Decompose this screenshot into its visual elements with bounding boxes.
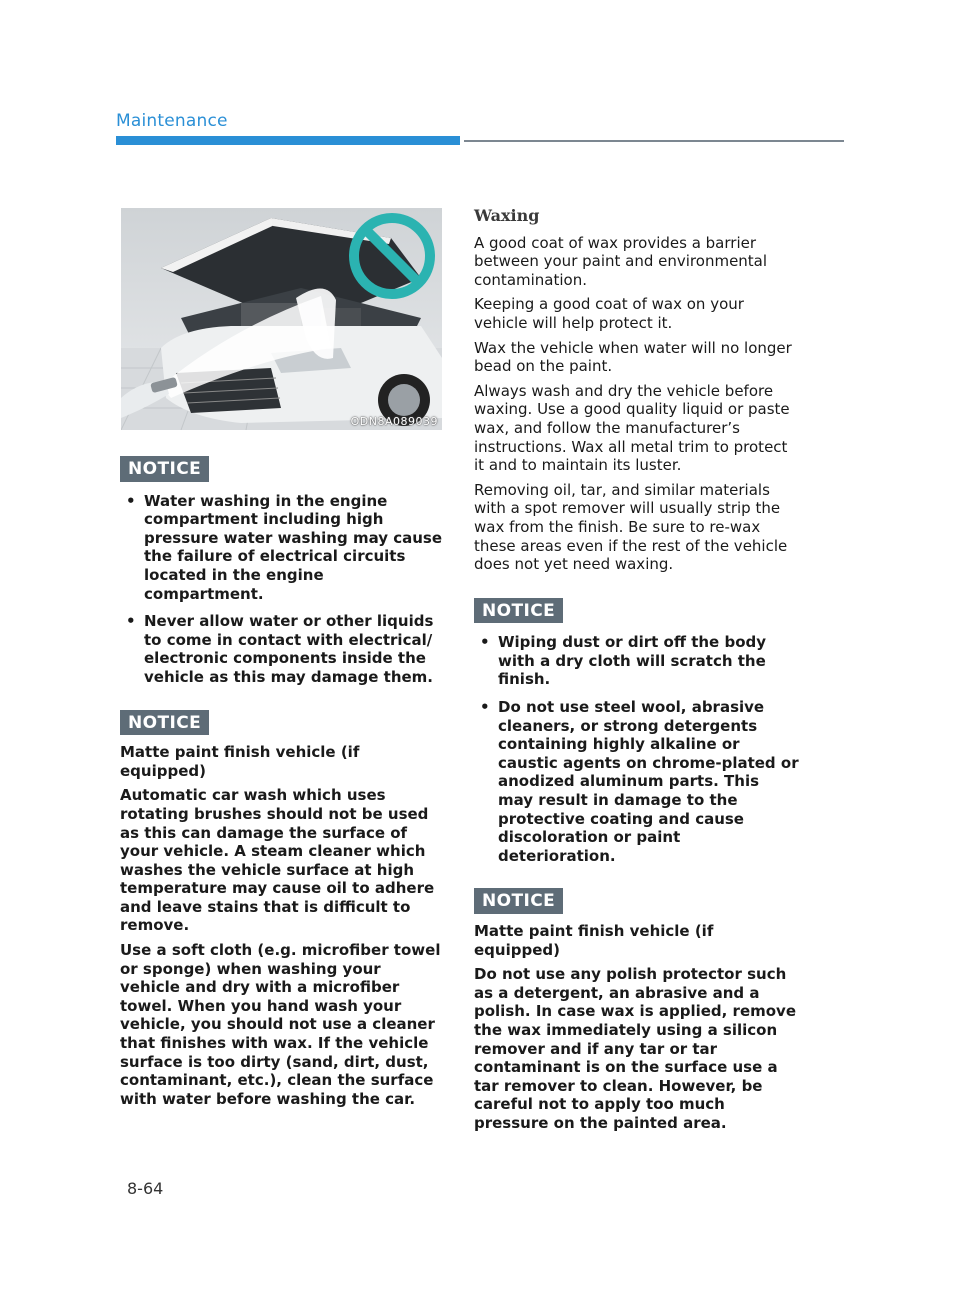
section-heading: Waxing <box>474 206 540 225</box>
right-column <box>474 207 799 1139</box>
notice-label: NOTICE <box>120 456 209 482</box>
notice-label: NOTICE <box>474 598 563 624</box>
notice-label: NOTICE <box>120 710 209 736</box>
notice-label: NOTICE <box>474 888 563 914</box>
left-column <box>120 456 445 1114</box>
section-title: Maintenance <box>116 111 228 131</box>
header-rule <box>464 140 844 142</box>
paragraph: Keeping a good coat of wax on your vehicle will help protect it. <box>474 295 744 332</box>
header-rule-accent <box>116 136 460 145</box>
paragraph: Wax the vehicle when water will no longer bead on the paint. <box>474 338 792 376</box>
notice-paragraph: Use a soft cloth (e.g. microfiber towel or sponge) when washing your vehicle and dry with a microfiber towel. When you hand wash your vehicle, you should not use a cleaner that finishes with wax. If the vehicle surface is too dirty (sand, dirt, dust, contaminant, etc.), clean the surface with water before washing the car. <box>120 941 441 1108</box>
list-item: • Never allow water or other liquids to come in contact with electrical/ electronic components inside the vehicle as this may damage them. <box>120 612 445 686</box>
notice-paragraph: Automatic car wash which uses rotating brushes should not be used as this can damage the surface of your vehicle. A steam cleaner which washes the vehicle surface at high temperature may cause oil to adhere and leave stains that is difficult to remove. <box>120 786 435 935</box>
paragraph: Removing oil, tar, and similar materials with a spot remover will usually strip the wax from the finish. Be sure to re-wax these areas even if the rest of the vehicle does not yet need waxing. <box>474 480 788 574</box>
figure-code: ODN8A089039 <box>350 415 438 428</box>
notice-paragraph: Do not use any polish protector such as a detergent, an abrasive and a polish. In case wax is applied, remove the wax immediately using a silicon remover and if any tar or tar contaminant is on the surface use a tar remover to clean. However, be careful not to apply too much pressure on the painted area. <box>474 965 797 1132</box>
page-number: 8-64 <box>127 1179 164 1198</box>
paragraph: Always wash and dry the vehicle before waxing. Use a good quality liquid or paste wax, and follow the manufacturer’s instructions. Wax all metal trim to protect it and to maintain its luster. <box>474 381 790 475</box>
notice-title: Matte paint finish vehicle (if equipped) <box>120 743 360 780</box>
notice-list <box>120 492 445 687</box>
list-item: • Water washing in the engine compartment including high pressure water washing may cause the failure of electrical circuits located in the engine compartment. <box>120 492 445 604</box>
car-engine-water-spray-image <box>121 208 442 430</box>
paragraph: A good coat of wax provides a barrier between your paint and environmental contamination. <box>474 233 768 289</box>
list-item: • Do not use steel wool, abrasive cleaners, or strong detergents containing highly alkaline or caustic agents on chrome-plated or anodized aluminum parts. This may result in damage to the protective coating and cause discoloration or paint deterioration. <box>474 698 799 865</box>
engine-wash-illustration <box>121 208 442 430</box>
notice-list <box>474 633 799 865</box>
list-item: • Wiping dust or dirt off the body with a dry cloth will scratch the finish. <box>474 633 799 689</box>
notice-title: Matte paint finish vehicle (if equipped) <box>474 922 714 959</box>
